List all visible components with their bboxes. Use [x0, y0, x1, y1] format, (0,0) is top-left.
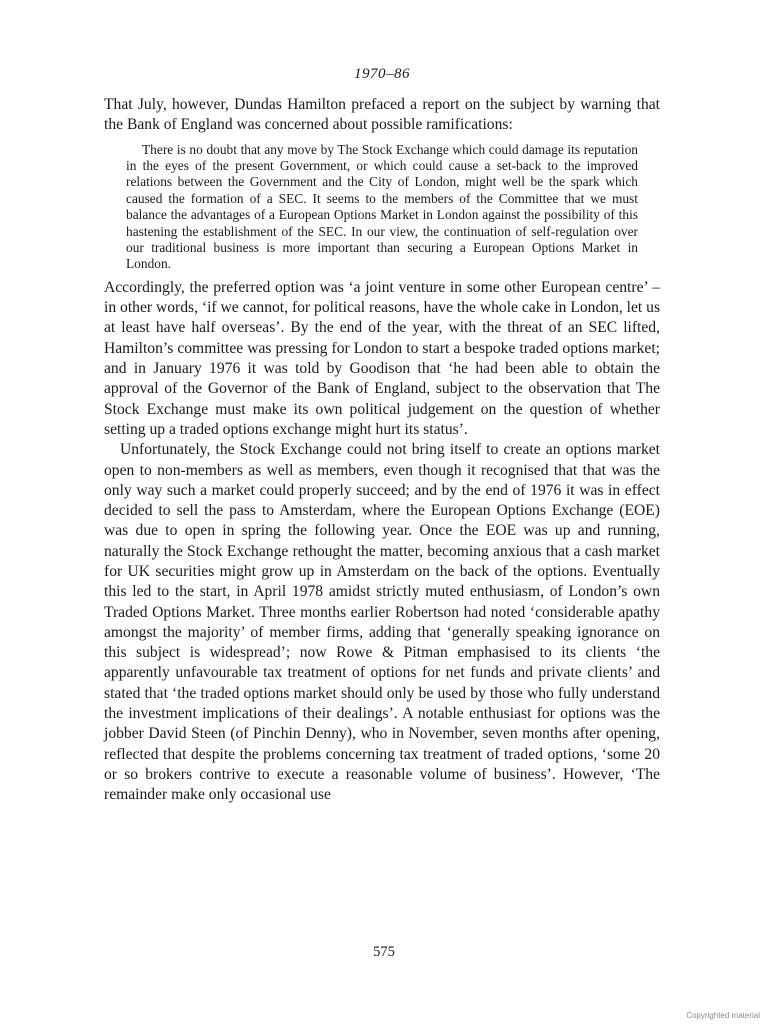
book-page — [104, 66, 660, 806]
page-number: 575 — [373, 944, 395, 960]
running-head: 1970–86 — [354, 66, 410, 82]
block-quote: There is no doubt that any move by The Stock Exchange which could damage its reputation in the eyes of the present Government, or which could cause a set-back to the improved relations between the Government and the City of London, might well be the spark which caused the formation of a SEC. It seems to the members of the Committee that we must balance the advantages of a European Options Market in London against the possibility of this hastening the establishment of the SEC. In our view, the continuation of self-regulation over our traditional business is more important than securing a European Options Market in London. — [126, 141, 638, 272]
copyright-notice: Copyrighted material — [686, 1011, 760, 1020]
paragraph-1: That July, however, Dundas Hamilton prefaced a report on the subject by warning that the Bank of England was concerned about possible ramifications: — [104, 96, 660, 134]
paragraph-2: Accordingly, the preferred option was ‘a joint venture in some other European centre’ – in other words, ‘if we cannot, for political reasons, have the whole cake in London, let us at least have half overseas’. By the end of the year, with the threat of an SEC lifted, Hamilton’s committee was pressing for London to start a bespoke traded options market; and in January 1976 it was told by Goodison that ‘he had been able to obtain the approval of the Governor of the Bank of England, subject to the observation that The Stock Exchange must make its own political judgement on the question of whether setting up a traded options exchange might hurt its status’. — [104, 278, 661, 438]
paragraph-3: Unfortunately, the Stock Exchange could not bring itself to create an options market open to non-members as well as members, even though it recognised that that was the only way such a market could properly succeed; and by the end of 1976 it was in effect decided to sell the pass to Amsterdam, where the European Options Exchange (EOE) was due to open in spring the following year. Once the EOE was up and running, naturally the Stock Exchange rethought the matter, becoming anxious that a cash market for UK securities might grow up in Amsterdam on the back of the options. Eventually this led to the start, in April 1978 amidst strictly muted enthusiasm, of London’s own Traded Options Market. Three months earlier Robertson had noted ‘considerable apathy amongst the majority’ of member firms, adding that ‘generally speaking ignorance on this subject is widespread’; now Rowe & Pitman emphasised to its clients ‘the apparently unfavourable tax treatment of options for net funds and private clients’ and stated that ‘the traded options market should only be used by those who fully understand the investment implications of their dealings’. A notable enthusiast for options was the jobber David Steen (of Pinchin Denny), who in November, seven months after opening, reflected that despite the problems concerning tax treatment of traded options, ‘some 20 or so brokers contrive to execute a reasonable volume of business’. However, ‘The remainder make only occasional use — [104, 441, 660, 804]
